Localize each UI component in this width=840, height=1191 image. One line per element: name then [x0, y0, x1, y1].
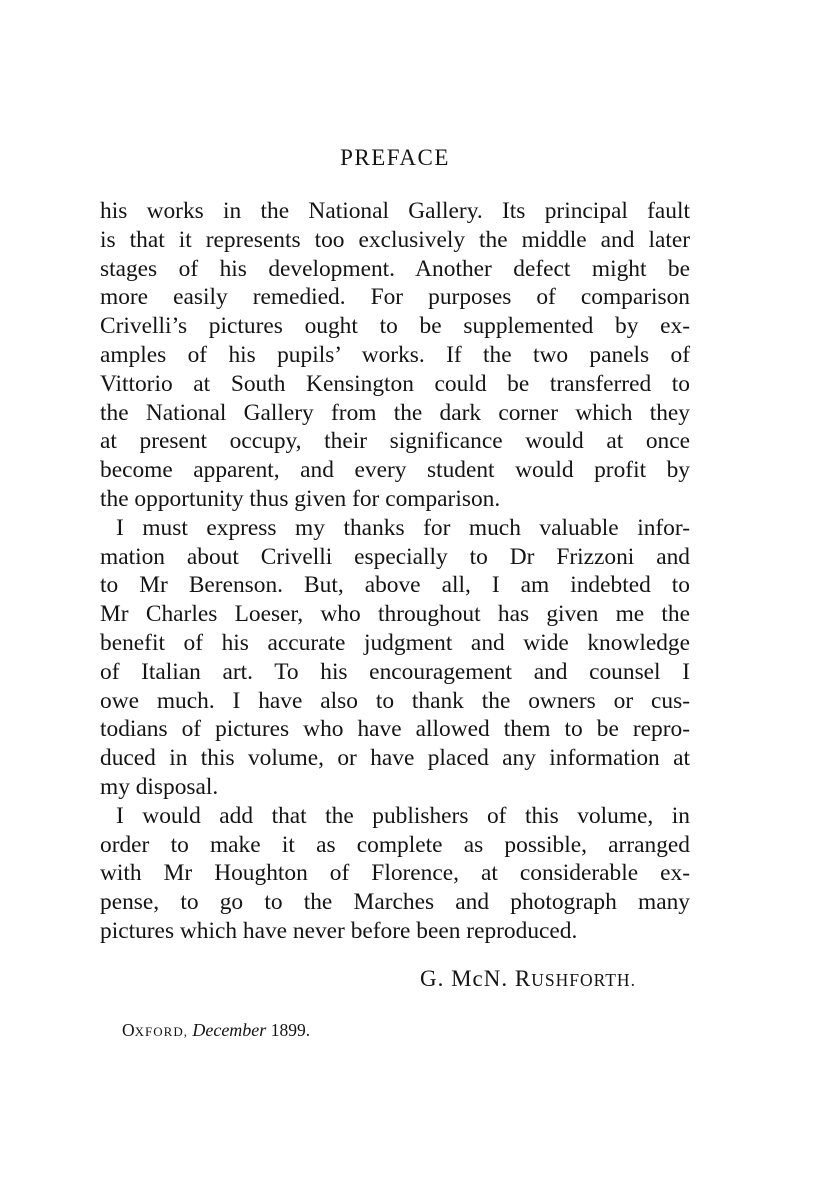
- text-line: amples of his pupils’ works. If the two panels of: [100, 341, 690, 368]
- text-line: todians of pictures who have allowed them to be repro-: [100, 716, 690, 743]
- signature-initials: G. McN.: [420, 966, 515, 991]
- text-line: pense, to go to the Marches and photograph many: [100, 889, 690, 916]
- text-line: to Mr Berenson. But, above all, I am indebted to: [100, 572, 690, 599]
- dateline-year: 1899.: [270, 1020, 311, 1040]
- text-line: the National Gallery from the dark corner which they: [100, 399, 690, 426]
- text-line: Crivelli’s pictures ought to be supplemented by ex-: [100, 313, 690, 340]
- text-line: benefit of his accurate judgment and wide knowledge: [100, 629, 690, 656]
- text-line: is that it represents too exclusively the middle and later: [100, 226, 690, 253]
- dateline-month: December: [192, 1020, 267, 1040]
- signature-surname-initial: R: [514, 966, 532, 991]
- page-title: PREFACE: [340, 145, 450, 170]
- dateline-place-initial: O: [122, 1020, 135, 1040]
- text-line: I would add that the publishers of this volume, in: [116, 802, 690, 829]
- text-line: owe much. I have also to thank the owners or cus-: [100, 687, 690, 714]
- text-line: duced in this volume, or have placed any information at: [100, 745, 690, 772]
- text-line: mation about Crivelli especially to Dr Frizzoni and: [100, 543, 690, 570]
- dateline: [122, 1020, 310, 1041]
- preface-body: [100, 197, 690, 946]
- text-line: my disposal.: [100, 773, 219, 800]
- text-line: Vittorio at South Kensington could be transferred to: [100, 370, 690, 397]
- text-line: Mr Charles Loeser, who throughout has given me the: [100, 601, 690, 628]
- text-line: at present occupy, their significance would at once: [100, 428, 690, 455]
- signature-surname-rest: USHFORTH.: [531, 970, 636, 990]
- dateline-place-rest: XFORD,: [134, 1024, 188, 1039]
- text-line: with Mr Houghton of Florence, at considerable ex-: [100, 860, 690, 887]
- text-line: more easily remedied. For purposes of comparison: [100, 284, 690, 311]
- text-line: of Italian art. To his encouragement and counsel I: [100, 658, 690, 685]
- text-line: become apparent, and every student would profit by: [100, 457, 690, 484]
- text-line: the opportunity thus given for comparison.: [100, 485, 501, 512]
- text-line: order to make it as complete as possible, arranged: [100, 831, 690, 858]
- text-line: stages of his development. Another defect might be: [100, 255, 690, 282]
- text-line: I must express my thanks for much valuable infor-: [116, 514, 690, 541]
- text-line: pictures which have never before been reproduced.: [100, 917, 578, 944]
- author-signature: [420, 966, 636, 992]
- text-line: his works in the National Gallery. Its principal fault: [100, 198, 690, 224]
